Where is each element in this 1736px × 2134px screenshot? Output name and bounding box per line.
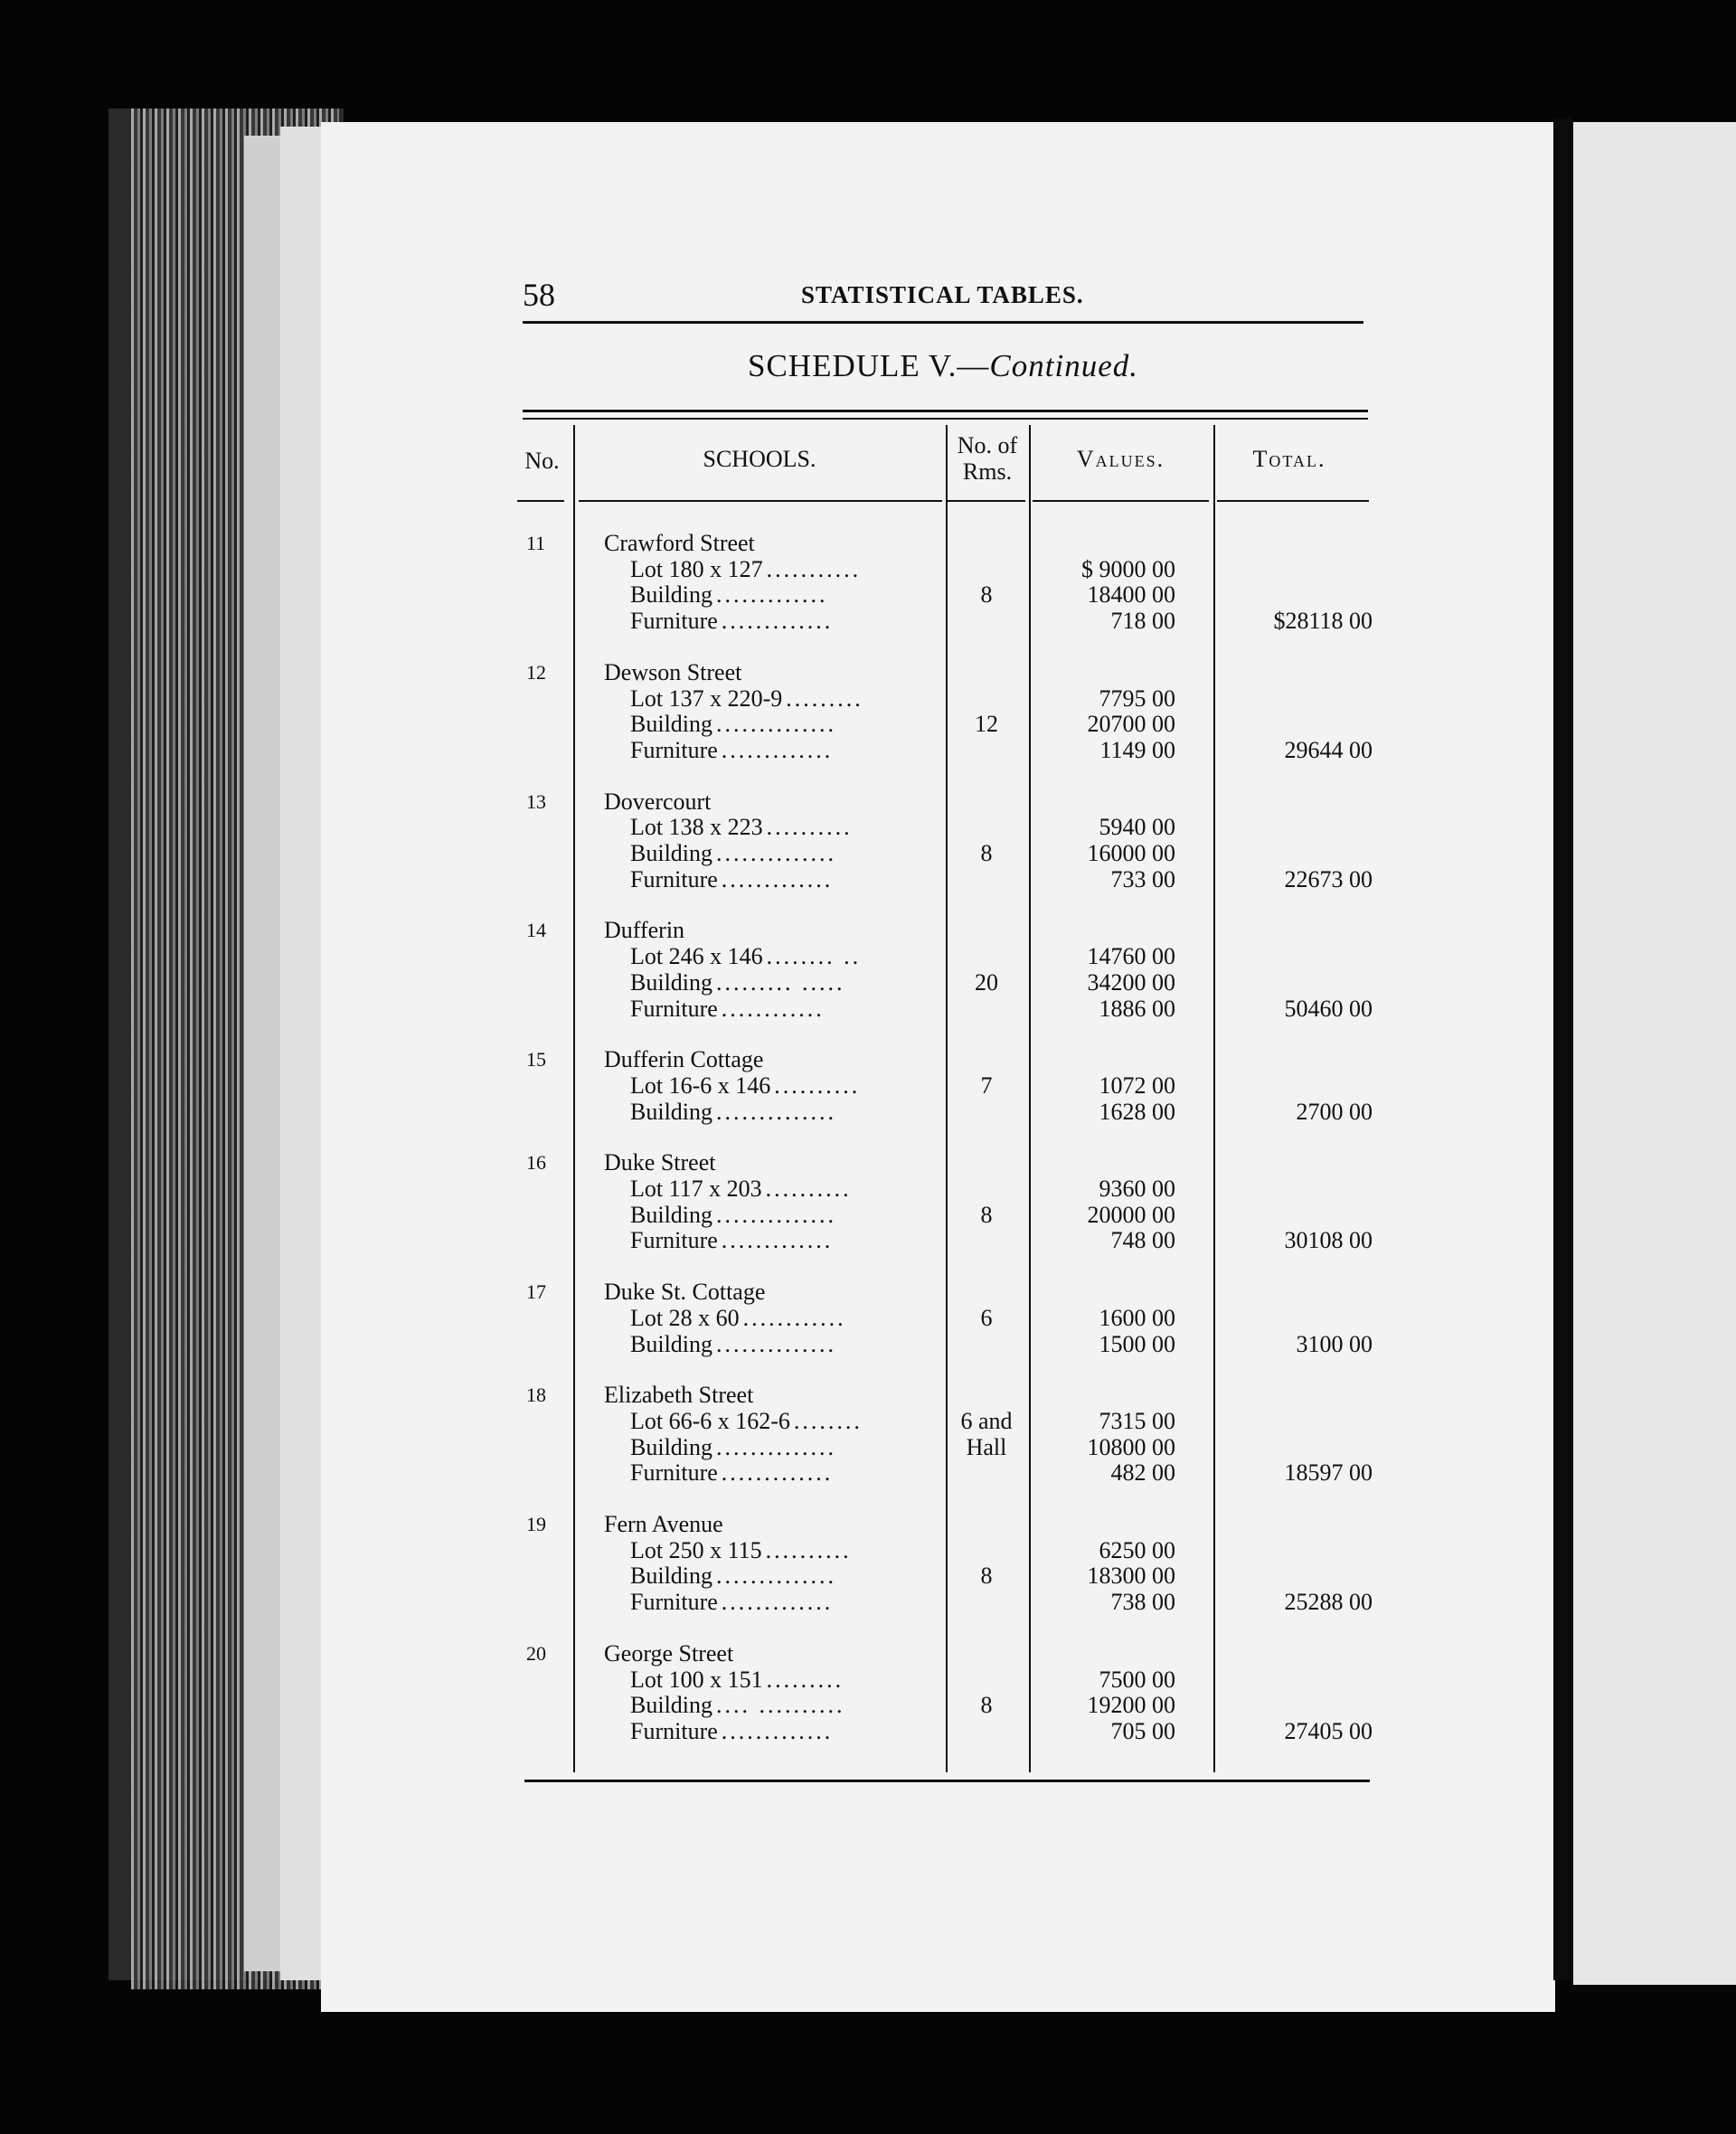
item-value: 18400 00: [1087, 581, 1175, 609]
rooms-count: 7: [980, 1072, 993, 1099]
item-value: 1500 00: [1099, 1330, 1175, 1357]
item-value: 705 00: [1110, 1717, 1175, 1744]
book-gutter: [1553, 118, 1573, 1980]
leader-dots: .............: [721, 736, 834, 763]
item-label: Furniture: [630, 608, 718, 635]
item-label: Furniture: [630, 1227, 718, 1254]
item-value: $ 9000 00: [1081, 555, 1175, 582]
column-rule: [1029, 425, 1031, 1772]
table-top-rule: [523, 410, 1368, 412]
leader-dots: .............: [721, 1589, 834, 1616]
leader-dots: ..............: [716, 711, 837, 738]
item-value: 1886 00: [1099, 995, 1175, 1022]
item-label: Building: [630, 840, 713, 866]
school-total: 30108 00: [1284, 1227, 1373, 1254]
leader-dots: ..............: [716, 1098, 837, 1125]
item-value: 748 00: [1110, 1227, 1175, 1254]
item-value: 482 00: [1110, 1459, 1175, 1487]
rooms-count: Hall: [966, 1433, 1007, 1460]
page-header: [523, 276, 1363, 321]
col-header-no: No.: [524, 448, 560, 474]
header-underline: [948, 500, 1025, 502]
col-header-rooms: No. of Rms.: [957, 432, 1018, 485]
item-label: Lot 137 x 220-9: [630, 685, 783, 712]
schedule-title: SCHEDULE V.—Continued.: [748, 348, 1138, 383]
col-header-total: Total.: [1252, 446, 1326, 472]
school-total: 3100 00: [1296, 1330, 1373, 1357]
item-value: 19200 00: [1087, 1692, 1175, 1719]
header-underline: [579, 500, 942, 502]
school-number: 15: [526, 1048, 546, 1072]
school-total: 29644 00: [1284, 736, 1373, 763]
item-label: Lot 138 x 223: [630, 814, 763, 841]
school-name: Dewson Street: [604, 658, 742, 685]
item-value: 1628 00: [1099, 1098, 1175, 1125]
item-label: Lot 16-6 x 146: [630, 1072, 771, 1099]
schedule-continued: Continued.: [989, 348, 1138, 383]
column-rule: [1213, 425, 1215, 1772]
rooms-count: 6: [980, 1304, 993, 1331]
item-label: Lot 100 x 151: [630, 1666, 763, 1693]
leader-dots: ..........: [765, 1176, 852, 1202]
school-total: 25288 00: [1284, 1589, 1373, 1616]
item-value: 20000 00: [1087, 1201, 1175, 1228]
leader-dots: ..............: [716, 1201, 837, 1228]
school-name: Dovercourt: [604, 788, 712, 815]
leader-dots: .............: [721, 1227, 834, 1254]
item-label: Furniture: [630, 736, 718, 763]
item-value: 9360 00: [1099, 1176, 1175, 1202]
item-label: Building: [630, 1201, 713, 1228]
rooms-count: 20: [975, 968, 998, 996]
item-value: 718 00: [1110, 608, 1175, 635]
item-label: Building: [630, 581, 713, 609]
item-label: Building: [630, 1330, 713, 1357]
rooms-count: 6 and: [960, 1407, 1013, 1434]
leader-dots: ........: [793, 1407, 863, 1434]
item-value: 18300 00: [1087, 1563, 1175, 1590]
item-label: Building: [630, 711, 713, 738]
item-label: Furniture: [630, 1589, 718, 1616]
leader-dots: ..........: [774, 1072, 861, 1099]
school-number: 19: [526, 1513, 546, 1535]
item-value: 738 00: [1110, 1589, 1175, 1616]
school-name: Duke Street: [604, 1149, 716, 1176]
item-label: Building: [630, 1433, 713, 1460]
school-name: Dufferin: [604, 917, 685, 944]
leader-dots: .............: [721, 1459, 834, 1487]
rooms-count: 8: [980, 1692, 993, 1719]
school-name: Elizabeth Street: [604, 1382, 754, 1409]
item-label: Lot 246 x 146: [630, 943, 763, 970]
school-number: 18: [526, 1383, 546, 1407]
item-value: 16000 00: [1087, 840, 1175, 866]
leader-dots: .........: [786, 685, 863, 712]
rooms-count: 8: [980, 1563, 993, 1590]
school-total: 27405 00: [1284, 1717, 1373, 1744]
item-value: 7795 00: [1099, 685, 1175, 712]
item-label: Lot 66-6 x 162-6: [630, 1407, 790, 1434]
item-label: Lot 28 x 60: [630, 1304, 740, 1331]
school-number: 14: [526, 919, 546, 942]
rooms-count: 8: [980, 581, 993, 609]
rooms-count: 12: [975, 711, 998, 738]
item-label: Building: [630, 1563, 713, 1590]
leader-dots: .............: [721, 865, 834, 892]
leader-dots: ..........: [765, 1536, 852, 1563]
leader-dots: ..........: [766, 814, 853, 841]
school-name: Fern Avenue: [604, 1511, 723, 1537]
facing-page-edge: [1573, 122, 1736, 1985]
item-value: 20700 00: [1087, 711, 1175, 738]
school-number: 17: [526, 1280, 546, 1304]
school-name: Dufferin Cottage: [604, 1046, 764, 1073]
leader-dots: ..............: [716, 1433, 837, 1460]
item-value: 733 00: [1110, 865, 1175, 892]
item-value: 7315 00: [1099, 1407, 1175, 1434]
leader-dots: ......... .....: [716, 968, 845, 996]
school-total: 50460 00: [1284, 995, 1373, 1022]
rooms-count: 8: [980, 1201, 993, 1228]
running-head: STATISTICAL TABLES.: [801, 281, 1084, 308]
school-number: 11: [526, 532, 546, 554]
school-name: George Street: [604, 1639, 734, 1667]
item-value: 7500 00: [1099, 1666, 1175, 1693]
page-number: 58: [523, 277, 555, 313]
school-number: 20: [526, 1641, 546, 1665]
item-label: Furniture: [630, 865, 718, 892]
school-number: 16: [526, 1151, 546, 1175]
leader-dots: .............: [721, 1717, 834, 1744]
leader-dots: ........ ..: [766, 943, 862, 970]
item-value: 5940 00: [1099, 814, 1175, 841]
school-number: 13: [526, 789, 546, 813]
leader-dots: ...........: [766, 555, 862, 582]
item-label: Lot 180 x 127: [630, 555, 763, 582]
col-header-values: Values.: [1076, 446, 1165, 472]
school-number: 12: [526, 660, 546, 684]
leader-dots: ............: [742, 1304, 846, 1331]
table-top-rule-2: [523, 418, 1368, 420]
header-rule: [523, 321, 1363, 324]
leader-dots: .............: [721, 608, 834, 635]
leader-dots: .........: [766, 1666, 844, 1693]
item-value: 1072 00: [1099, 1072, 1175, 1099]
header-underline: [1217, 500, 1369, 502]
school-name: Duke St. Cottage: [604, 1279, 766, 1306]
item-value: 6250 00: [1099, 1536, 1175, 1563]
item-label: Building: [630, 1692, 713, 1719]
header-underline: [517, 500, 564, 502]
leader-dots: ..............: [716, 840, 837, 866]
header-underline: [1033, 500, 1209, 502]
school-total: 22673 00: [1284, 865, 1373, 892]
column-rule: [573, 425, 575, 1772]
item-value: 34200 00: [1087, 968, 1175, 996]
school-total: 2700 00: [1296, 1098, 1373, 1125]
item-label: Furniture: [630, 1717, 718, 1744]
item-label: Lot 117 x 203: [630, 1176, 762, 1202]
col-header-schools: SCHOOLS.: [703, 446, 816, 472]
leader-dots: ..............: [716, 1330, 837, 1357]
item-label: Building: [630, 968, 713, 996]
leader-dots: .... ..........: [716, 1692, 845, 1719]
table-bottom-rule: [524, 1780, 1370, 1782]
item-label: Building: [630, 1098, 713, 1125]
leader-dots: .............: [716, 581, 828, 609]
item-label: Lot 250 x 115: [630, 1536, 762, 1563]
rooms-count: 8: [980, 840, 993, 866]
school-total: $28118 00: [1273, 608, 1373, 635]
leader-dots: ............: [721, 995, 825, 1022]
item-label: Furniture: [630, 995, 718, 1022]
item-value: 10800 00: [1087, 1433, 1175, 1460]
item-value: 1149 00: [1099, 736, 1175, 763]
item-label: Furniture: [630, 1459, 718, 1487]
school-name: Crawford Street: [604, 530, 755, 556]
item-value: 14760 00: [1087, 943, 1175, 970]
leader-dots: ..............: [716, 1563, 837, 1590]
school-total: 18597 00: [1284, 1459, 1373, 1487]
item-value: 1600 00: [1099, 1304, 1175, 1331]
